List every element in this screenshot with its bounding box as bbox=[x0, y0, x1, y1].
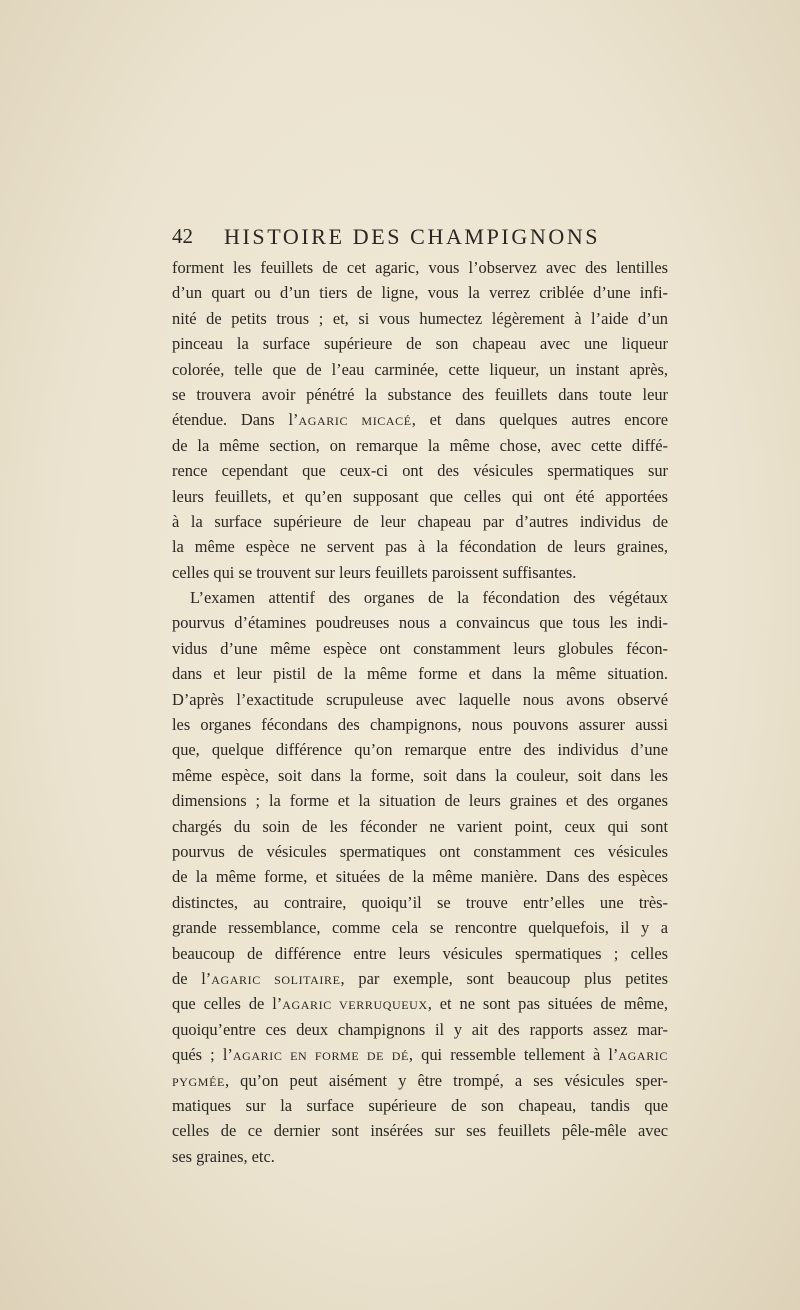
text-segment: , par exemple, sont beaucoup plus petites bbox=[340, 968, 668, 988]
species-name: PYGMÉE bbox=[172, 1074, 225, 1089]
text-line bbox=[172, 687, 668, 712]
text-segment: la même espèce ne servent pas à la fécondation de leurs graines, bbox=[172, 537, 668, 557]
text-segment: pourvus d’étamines poudreuses nous a convaincus que tous les indi- bbox=[172, 613, 668, 633]
text-segment: que, quelque différence qu’on remarque entre des individus d’une bbox=[172, 740, 668, 760]
text-segment: les organes fécondans des champignons, nous pouvons assurer aussi bbox=[172, 715, 668, 735]
text-segment: , et ne sont pas situées de même, bbox=[427, 994, 668, 1014]
text-segment: matiques sur la surface supérieure de son chapeau, tandis que bbox=[172, 1095, 668, 1115]
text-segment: , qui ressemble tellement à l’ bbox=[408, 1045, 619, 1065]
text-segment: de la même forme, et situées de la même manière. Dans des espèces bbox=[172, 867, 668, 887]
text-line bbox=[172, 839, 668, 864]
text-line bbox=[172, 280, 668, 305]
text-line bbox=[172, 966, 668, 991]
text-segment: étendue. Dans l’ bbox=[172, 410, 299, 430]
text-line bbox=[172, 737, 668, 762]
text-line bbox=[172, 610, 668, 635]
text-line bbox=[172, 433, 668, 458]
text-segment: celles de ce dernier sont insérées sur ses feuillets pêle-mêle avec bbox=[172, 1121, 668, 1141]
text-segment: de l’ bbox=[172, 968, 212, 988]
text-line bbox=[172, 890, 668, 915]
text-line bbox=[172, 915, 668, 940]
text-line bbox=[172, 814, 668, 839]
text-segment: leurs feuillets, et qu’en supposant que celles qui ont été apportées bbox=[172, 486, 668, 506]
text-segment: , et dans quelques autres encore bbox=[411, 410, 668, 430]
page-number: 42 bbox=[172, 224, 193, 248]
text-line bbox=[172, 560, 668, 585]
text-line bbox=[172, 1042, 668, 1067]
text-segment: pinceau la surface supérieure de son chapeau avec une liqueur bbox=[172, 334, 668, 354]
text-segment: grande ressemblance, comme cela se rencontre quelquefois, il y a bbox=[172, 918, 668, 938]
text-segment: ses graines, etc. bbox=[172, 1146, 275, 1166]
text-segment: se trouvera avoir pénétré la substance des feuillets dans toute leur bbox=[172, 384, 668, 404]
text-line bbox=[172, 1144, 668, 1169]
species-name: AGARIC SOLITAIRE bbox=[211, 972, 341, 987]
text-segment: rence cependant que ceux-ci ont des vésicules spermatiques sur bbox=[172, 461, 668, 481]
text-segment: , qu’on peut aisément y être trompé, a ses vésicules sper- bbox=[224, 1070, 668, 1090]
text-line bbox=[172, 331, 668, 356]
text-line bbox=[172, 991, 668, 1016]
text-line bbox=[172, 458, 668, 483]
text-line bbox=[172, 255, 668, 280]
text-line bbox=[172, 763, 668, 788]
text-line bbox=[172, 636, 668, 661]
text-line bbox=[172, 382, 668, 407]
text-line bbox=[172, 864, 668, 889]
text-segment: distinctes, au contraire, quoiqu’il se trouve entr’elles une très- bbox=[172, 892, 668, 912]
text-segment: même espèce, soit dans la forme, soit dans la couleur, soit dans les bbox=[172, 765, 668, 785]
text-segment: vidus d’une même espèce ont constamment leurs globules fécon- bbox=[172, 638, 668, 658]
text-segment: nité de petits trous ; et, si vous humectez légèrement à l’aide d’un bbox=[172, 308, 668, 328]
text-segment: dans et leur pistil de la même forme et dans la même situation. bbox=[172, 664, 668, 684]
text-line bbox=[172, 1093, 668, 1118]
species-name: AGARIC MICACÉ bbox=[298, 414, 412, 429]
text-line bbox=[172, 788, 668, 813]
text-segment: pourvus de vésicules spermatiques ont constamment ces vésicules bbox=[172, 841, 668, 861]
species-name: AGARIC VERRUQUEUX bbox=[282, 998, 428, 1013]
text-line bbox=[172, 712, 668, 737]
text-segment: de la même section, on remarque la même chose, avec cette diffé- bbox=[172, 435, 668, 455]
text-segment: qués ; l’ bbox=[172, 1045, 233, 1065]
text-line bbox=[172, 306, 668, 331]
species-name: AGARIC EN FORME DE DÉ bbox=[232, 1049, 409, 1064]
text-line bbox=[172, 509, 668, 534]
text-segment: beaucoup de différence entre leurs vésicules spermatiques ; celles bbox=[172, 943, 668, 963]
text-segment: à la surface supérieure de leur chapeau par d’autres individus de bbox=[172, 511, 668, 531]
text-segment: L’examen attentif des organes de la fécondation des végétaux bbox=[190, 588, 668, 608]
page-header bbox=[172, 224, 668, 254]
text-line bbox=[172, 941, 668, 966]
text-segment: celles qui se trouvent sur leurs feuillets paroissent suffisantes. bbox=[172, 562, 577, 582]
text-segment: forment les feuillets de cet agaric, vous l’observez avec des lentilles bbox=[172, 258, 668, 277]
text-line bbox=[172, 1118, 668, 1143]
text-segment: d’un quart ou d’un tiers de ligne, vous la verrez criblée d’une infi- bbox=[172, 283, 668, 303]
text-line bbox=[172, 534, 668, 559]
text-line bbox=[172, 1068, 668, 1093]
species-name: AGARIC bbox=[618, 1049, 668, 1064]
text-segment: quoiqu’entre ces deux champignons il y ait des rapports assez mar- bbox=[172, 1019, 668, 1039]
text-line bbox=[172, 585, 668, 610]
text-line bbox=[172, 484, 668, 509]
text-segment: chargés du soin de les féconder ne varient point, ceux qui sont bbox=[172, 816, 668, 836]
body-text bbox=[172, 255, 668, 1169]
text-line bbox=[172, 1017, 668, 1042]
text-line bbox=[172, 661, 668, 686]
text-segment: dimensions ; la forme et la situation de leurs graines et des organes bbox=[172, 791, 668, 811]
running-title: HISTOIRE DES CHAMPIGNONS bbox=[224, 224, 601, 249]
text-segment: D’après l’exactitude scrupuleuse avec laquelle nous avons observé bbox=[172, 689, 668, 709]
text-segment: que celles de l’ bbox=[172, 994, 283, 1014]
text-segment: colorée, telle que de l’eau carminée, cette liqueur, un instant après, bbox=[172, 359, 668, 379]
text-line bbox=[172, 407, 668, 432]
text-line bbox=[172, 357, 668, 382]
